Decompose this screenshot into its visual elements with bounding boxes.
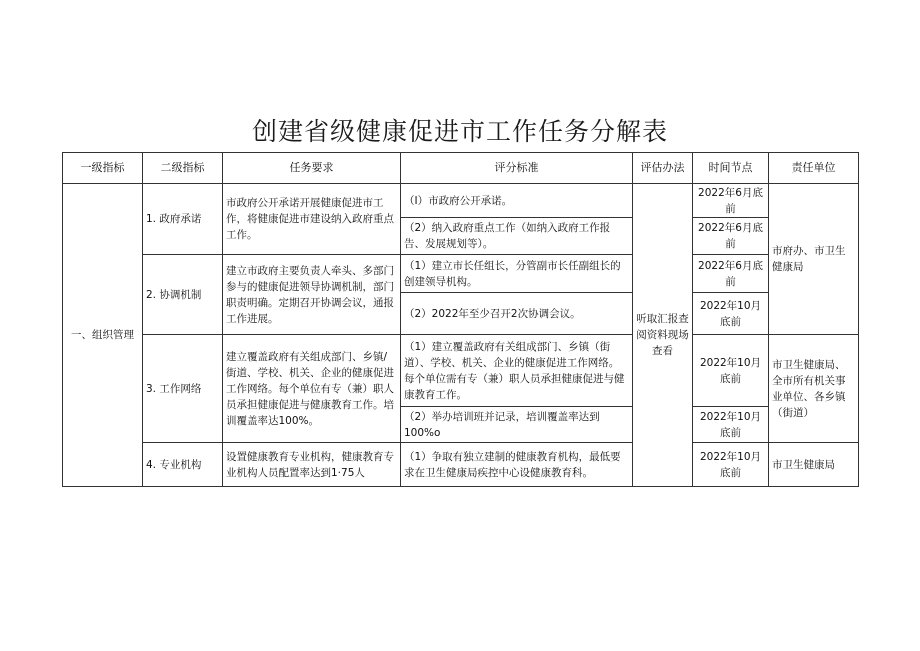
header-level1: 一级指标 (63, 153, 143, 184)
criteria-cell: （1）建立市长任组长，分管副市长任副组长的创建领导机构。 (401, 255, 633, 293)
deadline-cell: 2022年10月底前 (693, 407, 769, 443)
criteria-cell: （2）举办培训班并记录，培训覆盖率达到100%o (401, 407, 633, 443)
header-unit: 责任单位 (769, 153, 859, 184)
deadline-cell: 2022年10月底前 (693, 293, 769, 335)
unit-cell: 市卫生健康局、全市所有机关事业单位、各乡镇（街道） (769, 335, 859, 443)
task-cell: 设置健康教育专业机构，健康教育专业机构人员配置率达到1·75人 (223, 443, 401, 487)
task-cell: 建立市政府主要负责人牵头、多部门参与的健康促进领导协调机制，部门职责明确。定期召开协调会议，通报工作进展。 (223, 255, 401, 335)
deadline-cell: 2022年6月底前 (693, 218, 769, 255)
criteria-cell: （2）2022年至少召开2次协调会议。 (401, 293, 633, 335)
header-deadline: 时间节点 (693, 153, 769, 184)
level2-cell: 4. 专业机构 (143, 443, 223, 487)
criteria-cell: （I）市政府公开承诺。 (401, 184, 633, 218)
table-header-row (63, 153, 859, 184)
deadline-cell: 2022年10月底前 (693, 443, 769, 487)
unit-cell: 市府办、市卫生健康局 (769, 184, 859, 335)
header-level2: 二级指标 (143, 153, 223, 184)
level1-group-cell: 一、组织管理 (63, 184, 143, 487)
header-criteria: 评分标准 (401, 153, 633, 184)
page-title: 创建省级健康促进市工作任务分解表 (251, 117, 668, 146)
criteria-cell: （2）纳入政府重点工作（如纳入政府工作报告、发展规划等）。 (401, 218, 633, 255)
method-cell: 听取汇报查阅资料现场查看 (633, 184, 693, 487)
deadline-cell: 2022年6月底前 (693, 184, 769, 218)
criteria-cell: （1）建立覆盖政府有关组成部门、乡镇（街道）、学校、机关、企业的健康促进工作网络。每个单位需有专（兼）职人员承担健康促进与健康教育工作。 (401, 335, 633, 407)
criteria-cell: （1）争取有独立建制的健康教育机构，最低要求在卫生健康局疾控中心设健康教育科。 (401, 443, 633, 487)
header-task: 任务要求 (223, 153, 401, 184)
level2-cell: 3. 工作网络 (143, 335, 223, 443)
task-table (62, 152, 859, 487)
deadline-cell: 2022年6月底前 (693, 255, 769, 293)
table-row (63, 335, 859, 407)
header-method: 评估办法 (633, 153, 693, 184)
table-row (63, 184, 859, 218)
level2-cell: 1. 政府承诺 (143, 184, 223, 255)
table-row (63, 255, 859, 293)
task-cell: 市政府公开承诺开展健康促进市工作，将健康促进市建设纳入政府重点工作。 (223, 184, 401, 255)
table-row (63, 443, 859, 487)
level2-cell: 2. 协调机制 (143, 255, 223, 335)
deadline-cell: 2022年10月底前 (693, 335, 769, 407)
task-cell: 建立覆盖政府有关组成部门、乡镇/街道、学校、机关、企业的健康促进工作网络。每个单位有专（兼）职人员承担健康促进与健康教育工作。培训覆盖率达100%。 (223, 335, 401, 443)
unit-cell: 市卫生健康局 (769, 443, 859, 487)
